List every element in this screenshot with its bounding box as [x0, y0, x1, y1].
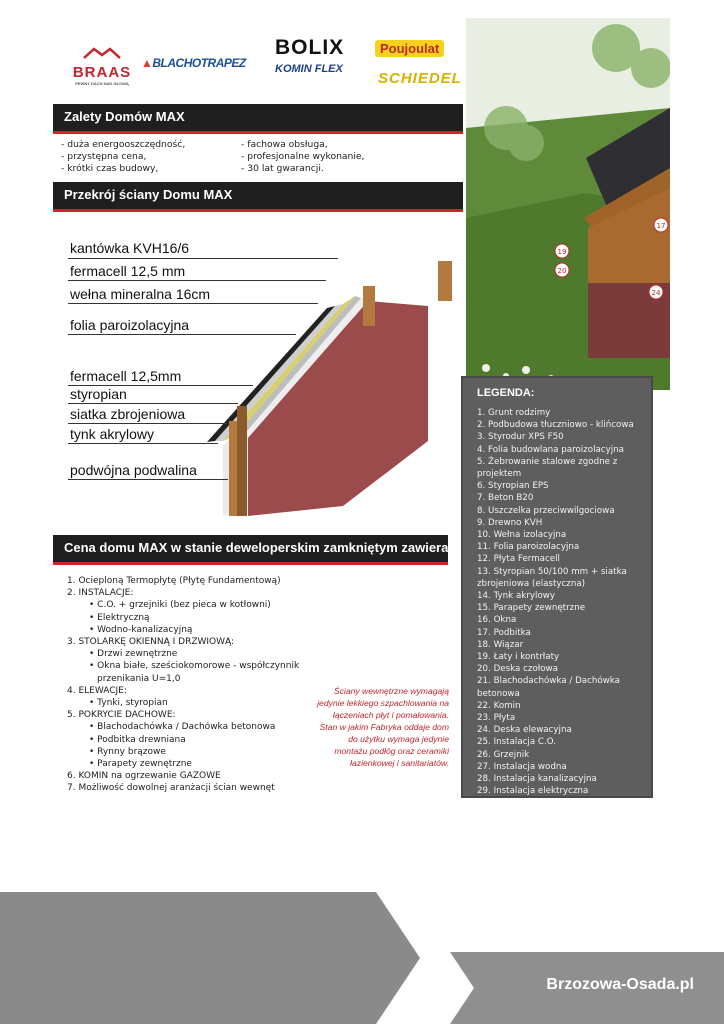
footer-band [0, 892, 724, 1024]
legend-item: 13. Styropian 50/100 mm + siatka zbrojeniowa (elastyczna) [477, 566, 627, 589]
legend-item: 20. Deska czołowa [477, 664, 558, 675]
legend-item: 16. Okna [477, 615, 517, 626]
legend-item: 25. Instalacja C.O. [477, 737, 556, 748]
zalety-item: - duża energooszczędność, [61, 139, 186, 150]
label-styropian: styropian [70, 386, 127, 402]
blachotrapez-logo: ▲BLACHOTRAPEZ [141, 56, 246, 70]
brochure-sheet [53, 18, 670, 816]
legend-item: 1. Grunt rodzimy [477, 408, 551, 418]
leader-line [68, 443, 218, 444]
leader-line [68, 403, 238, 404]
zalety-item: - fachowa obsługa, [241, 139, 328, 150]
label-siatka: siatka zbrojeniowa [70, 406, 186, 422]
label-folia: folia paroizolacyjna [70, 317, 190, 333]
legend-item: 3. Styrodur XPS F50 [477, 432, 564, 443]
legend-item: 21. Blachodachówka / Dachówka betonowa [477, 676, 620, 699]
leader-line [68, 479, 228, 480]
zalety-list-right [241, 139, 364, 175]
legend-item: 27. Instalacja wodna [477, 761, 567, 772]
interior-walls-note: Ściany wewnętrzne wymagają jedynie lekkiego szpachlowania na łączeniach płyt i pomalowania. Stan w jakim Fabryka oddaje dom do użytku wymaga jedynie montażu podłóg oraz ceramiki łazienkowej i sanitariatów. [317, 686, 449, 768]
legend-title: LEGENDA: [477, 387, 535, 399]
legend-box [461, 376, 653, 798]
legend-list [477, 407, 649, 798]
cena-line: 6. KOMIN na ogrzewanie GAZOWE [67, 771, 221, 782]
cena-line: • Podbitka drewniana [89, 734, 186, 745]
svg-text:24: 24 [651, 289, 661, 297]
zalety-item: - 30 lat gwarancji. [241, 163, 324, 174]
legend-item: 14. Tynk akrylowy [477, 591, 556, 602]
label-fermacell-2: fermacell 12,5mm [70, 368, 182, 384]
cena-line: • Tynki, styropian [89, 698, 168, 709]
zalety-item: - przystępna cena, [61, 151, 147, 162]
label-tynk: tynk akrylowy [70, 426, 155, 442]
cena-line: • Elektryczną [89, 612, 150, 623]
legend-item: 5. Żebrowanie stalowe zgodne z projektem [477, 456, 618, 480]
cena-line: 7. Możliwość dowolnej aranżacji ścian wewnęt [67, 783, 275, 794]
bolix-logo: BOLIX [275, 36, 345, 59]
cena-list [67, 575, 299, 795]
cena-line: przenikania U=1,0 [97, 673, 181, 684]
komin-flex-logo: KOMIN FLEX [275, 63, 343, 75]
przekroj-header: Przekrój ściany Domu MAX [53, 182, 463, 212]
photo-marker-17 [654, 218, 668, 232]
svg-text:19: 19 [557, 248, 567, 256]
legend-item: 8. Uszczelka przeciwwilgociowa [477, 505, 615, 516]
schiedel-logo: SCHIEDEL [378, 70, 462, 87]
legend-item: 11. Folia paroizolacyjna [477, 542, 580, 553]
label-kantowka: kantówka KVH16/6 [70, 240, 190, 256]
roof-icon [82, 47, 122, 59]
legend-item: 23. Płyta [477, 713, 516, 724]
poujoulat-logo: Poujoulat [375, 40, 444, 57]
svg-text:20: 20 [557, 267, 567, 275]
cena-line: 1. Ocieploną Termopłytę (Płytę Fundamentową) [67, 576, 281, 586]
leader-line [68, 303, 318, 304]
label-welna: wełna mineralna 16cm [70, 286, 211, 302]
cena-line: • Drzwi zewnętrzne [89, 649, 178, 660]
wall-cross-section [193, 246, 453, 516]
zalety-list-left [61, 139, 185, 175]
legend-item: 10. Wełna izolacyjna [477, 530, 567, 541]
house-photo [466, 18, 670, 390]
legend-item: 22. Komin [477, 700, 521, 711]
label-fermacell-1: fermacell 12,5 mm [70, 263, 186, 279]
legend-item: 24. Deska elewacyjna [477, 725, 572, 736]
legend-item: 12. Płyta Fermacell [477, 554, 560, 565]
cena-line: 3. STOLARKĘ OKIENNĄ I DRZWIOWĄ: [67, 637, 235, 648]
legend-item: 2. Podbudowa tłuczniowo - klińcowa [477, 420, 634, 431]
cena-header: Cena domu MAX w stanie deweloperskim zamkniętym zawiera: [53, 535, 448, 565]
leader-line [68, 334, 296, 335]
cena-line: • Rynny brązowe [89, 746, 166, 757]
leader-line [68, 423, 228, 424]
legend-item: 4. Folia budowlana paroizolacyjna [477, 444, 624, 455]
cena-line: 5. POKRYCIE DACHOWE: [67, 710, 176, 721]
legend-item: 18. Wiązar [477, 639, 524, 650]
legend-item: 7. Beton B20 [477, 493, 534, 504]
zalety-item: - krótki czas budowy, [61, 163, 159, 174]
legend-item: 19. Łaty i kontrłaty [477, 652, 560, 663]
leader-line [68, 280, 326, 281]
photo-marker-19 [555, 244, 569, 258]
label-podwalina: podwójna podwalina [70, 462, 197, 478]
photo-marker-20 [555, 263, 569, 277]
legend-item: 9. Drewno KVH [477, 517, 543, 528]
cena-line: • Wodno-kanalizacyjną [89, 624, 193, 635]
legend-item: 17. Podbitka [477, 627, 531, 638]
cena-line: • C.O. + grzejniki (bez pieca w kotłowni) [89, 600, 271, 611]
zalety-item: - profesjonalne wykonanie, [241, 151, 365, 162]
cena-line: • Blachodachówka / Dachówka betonowa [89, 722, 276, 733]
leader-line [68, 258, 338, 259]
legend-item: 15. Parapety zewnętrzne [477, 603, 586, 614]
cena-line: • Okna białe, sześciokomorowe - współczynnik [89, 661, 300, 672]
legend-item: 28. Instalacja kanalizacyjna [477, 774, 597, 785]
photo-marker-24 [649, 285, 663, 299]
site-name[interactable]: Brzozowa-Osada.pl [546, 976, 694, 993]
cena-line: 4. ELEWACJE: [67, 685, 127, 696]
braas-logo: BRAAS PEWNY DACH NAD GŁOWĄ [63, 46, 141, 86]
zalety-header: Zalety Domów MAX [53, 104, 463, 134]
legend-item: 26. Grzejnik [477, 749, 530, 760]
svg-text:17: 17 [656, 222, 666, 230]
cena-line: • Parapety zewnętrzne [89, 759, 192, 770]
legend-item: 29. Instalacja elektryczna [477, 786, 589, 797]
legend-item: 6. Styropian EPS [477, 481, 549, 492]
cena-line: 2. INSTALACJE: [67, 588, 134, 599]
